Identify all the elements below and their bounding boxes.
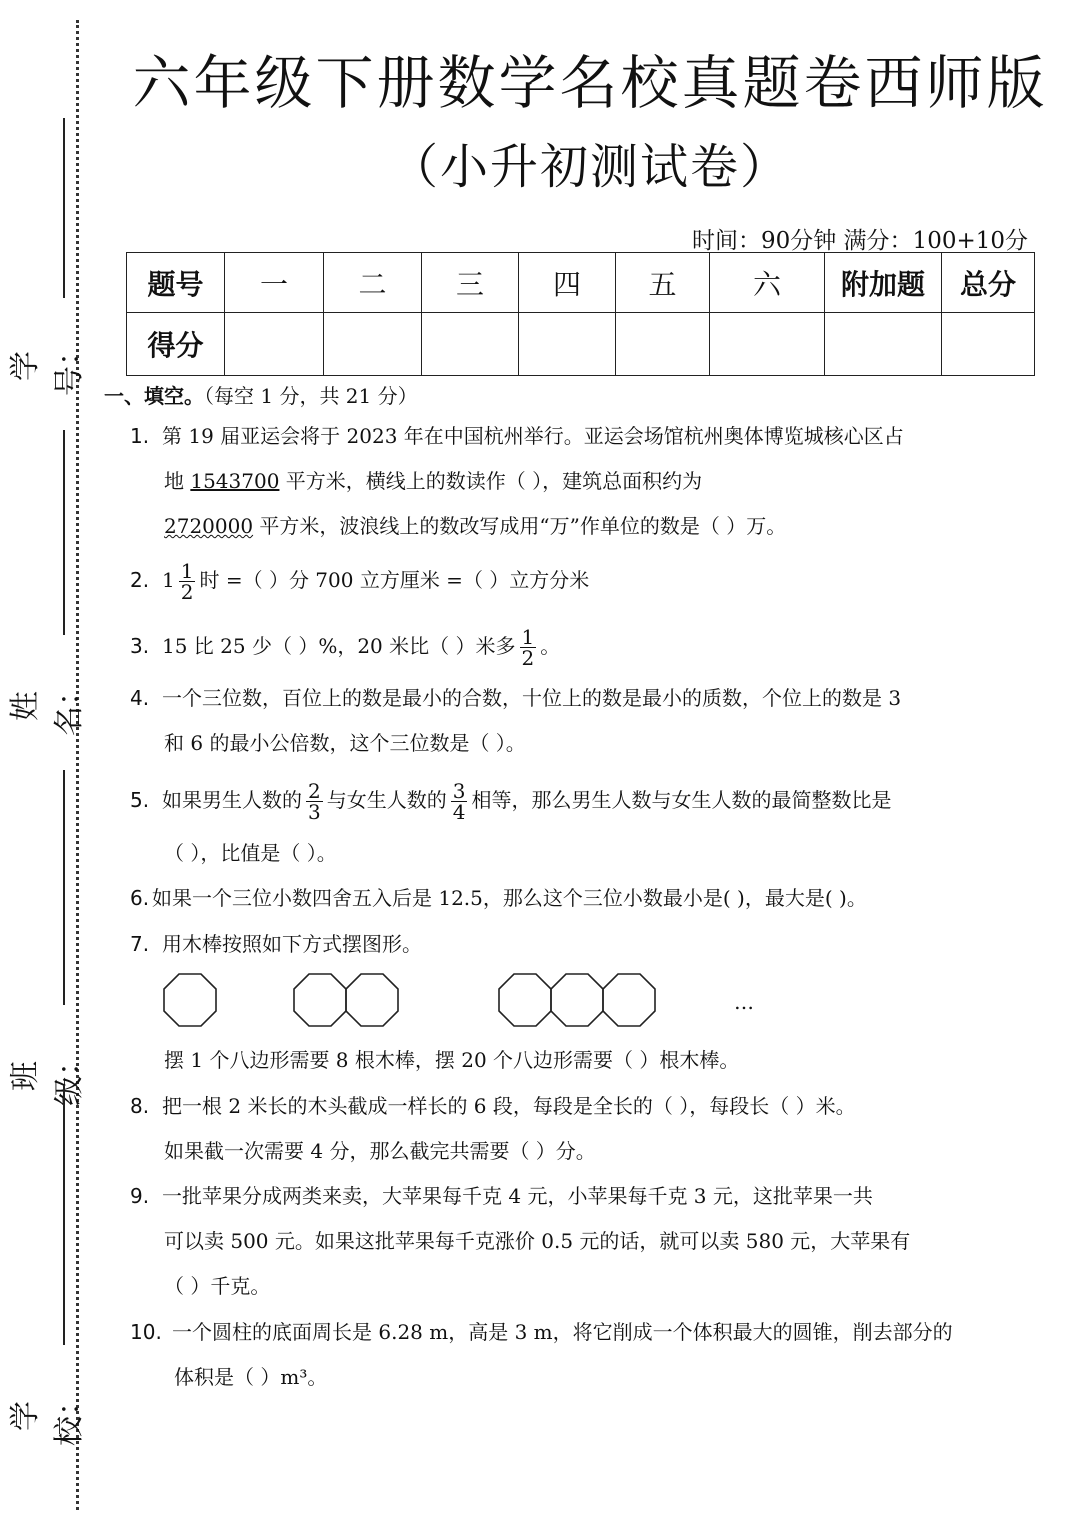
question-4 <box>130 676 960 766</box>
class-line[interactable] <box>63 770 65 1005</box>
question-text: 如果一个三位小数四舍五入后是 12.5，那么这个三位小数最小是( )，最大是( )。 <box>152 886 867 910</box>
question-text: 一批苹果分成两类来卖，大苹果每千克 4 元，小苹果每千克 3 元，这批苹果一共 <box>162 1184 873 1208</box>
question-text: 平方米，波浪线上的数改写成用“万”作单位的数是（ ）万。 <box>253 514 787 538</box>
octagon-3c <box>603 974 655 1026</box>
question-7 <box>130 922 960 967</box>
ellipsis: … <box>734 990 754 1014</box>
question-number: 4. <box>130 686 150 710</box>
page-subtitle: （小升初测试卷） <box>389 139 790 195</box>
octagon-3a <box>499 974 551 1026</box>
score-entry-cell[interactable] <box>710 313 825 376</box>
question-text: 平方米，横线上的数读作（ ），建筑总面积约为 <box>279 469 703 493</box>
question-number: 5. <box>130 788 150 812</box>
octagon-2b <box>346 974 398 1026</box>
score-header-cell: 总分 <box>942 253 1035 313</box>
score-header-cell: 三 <box>422 253 519 313</box>
question-2 <box>130 558 960 603</box>
question-7-b <box>130 1038 960 1083</box>
octagon-1 <box>164 974 216 1026</box>
question-text: 相等，那么男生人数与女生人数的最简整数比是 <box>471 788 892 812</box>
section-1-heading <box>104 380 418 409</box>
section-title: 一、填空。 <box>104 384 204 408</box>
score-header-cell: 一 <box>225 253 324 313</box>
question-text: 地 <box>164 469 191 493</box>
question-text: （ ）千克。 <box>164 1274 271 1298</box>
fraction-numerator: 2 <box>308 779 321 803</box>
student-id-line[interactable] <box>63 118 65 298</box>
score-entry-cell[interactable] <box>519 313 616 376</box>
question-text: 。 <box>540 634 561 658</box>
mixed-number-whole: 1 <box>162 568 175 592</box>
question-text: 时 =（ ）分 700 立方厘米 =（ ）立方分米 <box>199 568 590 592</box>
fraction <box>451 781 468 822</box>
score-entry-cell[interactable] <box>942 313 1035 376</box>
question-number: 6. <box>130 886 150 910</box>
score-entry-cell[interactable] <box>324 313 422 376</box>
question-text: 如果截一次需要 4 分，那么截完共需要（ ）分。 <box>164 1139 596 1163</box>
question-8 <box>130 1084 960 1174</box>
score-entry-cell[interactable] <box>422 313 519 376</box>
question-text: 和 6 的最小公倍数，这个三位数是（ ）。 <box>164 731 526 755</box>
question-text: （ ），比值是（ ）。 <box>164 841 337 865</box>
name-field <box>8 640 87 736</box>
cut-line <box>76 20 79 1510</box>
question-number: 9. <box>130 1184 150 1208</box>
score-header-cell: 二 <box>324 253 422 313</box>
question-text: 一个圆柱的底面周长是 6.28 m，高是 3 m，将它削成一个体积最大的圆锥，削去部分的 <box>172 1320 953 1344</box>
question-number: 10. <box>130 1320 162 1344</box>
octagon-figures <box>160 972 680 1032</box>
school-line[interactable] <box>63 1085 65 1345</box>
fraction-denominator: 4 <box>452 800 466 824</box>
fraction <box>306 781 323 822</box>
score-header-cell: 六 <box>710 253 825 313</box>
name-label: 姓名： <box>8 676 87 736</box>
fraction-numerator: 1 <box>521 625 535 649</box>
octagon-2a <box>294 974 346 1026</box>
question-text: 摆 1 个八边形需要 8 根木棒，摆 20 个八边形需要（ ）根木棒。 <box>164 1048 740 1072</box>
page-title: 六年级下册数学名校真题卷西师版 <box>132 49 1048 117</box>
question-number: 3. <box>130 634 150 658</box>
question-text: 体积是（ ）m³。 <box>174 1365 328 1389</box>
question-text: 15 比 25 少（ ）%，20 米比（ ）米多 <box>162 634 516 658</box>
question-number: 7. <box>130 932 150 956</box>
student-id-label: 学号： <box>8 336 87 396</box>
question-10 <box>130 1310 960 1400</box>
name-line[interactable] <box>63 430 65 635</box>
fraction-denominator: 2 <box>521 646 535 670</box>
score-entry-cell[interactable] <box>616 313 710 376</box>
question-6 <box>130 876 970 921</box>
question-text: 如果男生人数的 <box>162 788 302 812</box>
wavy-underlined-number: 2720000 <box>164 514 254 538</box>
question-5 <box>130 778 960 876</box>
question-number: 1. <box>130 424 150 448</box>
student-id-field <box>8 300 87 396</box>
school-label: 学校： <box>8 1386 87 1446</box>
score-header-cell: 题号 <box>127 253 225 313</box>
score-header-cell: 四 <box>519 253 616 313</box>
fraction <box>520 627 537 668</box>
question-3 <box>130 624 960 669</box>
score-entry-cell[interactable] <box>825 313 942 376</box>
question-text: 可以卖 500 元。如果这批苹果每千克涨价 0.5 元的话，就可以卖 580 元，大苹果有 <box>164 1229 911 1253</box>
class-field <box>8 1010 87 1106</box>
fraction-numerator: 3 <box>452 779 466 803</box>
score-header-cell: 附加题 <box>825 253 942 313</box>
fraction-denominator: 2 <box>180 580 194 604</box>
exam-meta: 时间：90分钟 满分：100+10分 <box>691 228 1028 254</box>
binding-margin <box>0 0 100 1527</box>
question-1 <box>130 414 960 549</box>
question-text: 把一根 2 米长的木头截成一样长的 6 段，每段是全长的（ ），每段长（ ）米。 <box>162 1094 856 1118</box>
score-entry-cell[interactable] <box>225 313 324 376</box>
school-field <box>8 1350 87 1446</box>
question-text: 与女生人数的 <box>326 788 447 812</box>
octagon-3b <box>551 974 603 1026</box>
score-table <box>126 252 1035 376</box>
class-label: 班级： <box>8 1046 87 1106</box>
question-text: 用木棒按照如下方式摆图形。 <box>162 932 422 956</box>
question-number: 2. <box>130 568 150 592</box>
question-text: 第 19 届亚运会将于 2023 年在中国杭州举行。亚运会场馆杭州奥体博览城核心区占 <box>162 424 904 448</box>
question-9 <box>130 1174 960 1309</box>
question-number: 8. <box>130 1094 150 1118</box>
fraction <box>179 561 196 602</box>
fraction-denominator: 3 <box>308 800 321 824</box>
section-note: （每空 1 分，共 21 分） <box>204 384 418 408</box>
score-header-row <box>127 253 1035 313</box>
fraction-numerator: 1 <box>180 559 194 583</box>
score-header-cell: 五 <box>616 253 710 313</box>
score-row-label: 得分 <box>127 313 225 376</box>
score-entry-row <box>127 313 1035 376</box>
underlined-number: 1543700 <box>190 469 280 493</box>
question-text: 一个三位数，百位上的数是最小的合数，十位上的数是最小的质数，个位上的数是 3 <box>162 686 902 710</box>
